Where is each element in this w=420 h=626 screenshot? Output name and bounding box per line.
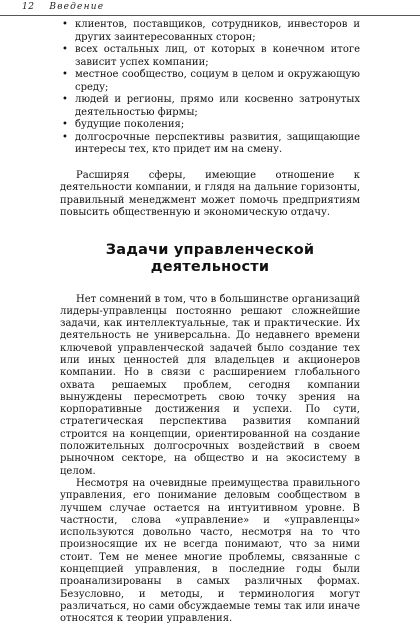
running-head — [22, 2, 402, 16]
list-item: • будущие поколения; — [60, 119, 360, 132]
list-item: • местное сообщество, социум в целом и окружающую среду; — [60, 69, 360, 94]
header-rule — [0, 15, 420, 16]
section-heading-line: деятельности — [150, 258, 270, 275]
list-item: • всех остальных лиц, от которых в конечном итоге зависит успех компании; — [60, 44, 360, 69]
paragraph: Нет сомнений в том, что в большинстве организаций лидеры-управленцы постоянно решают сложнейшие задачи, как интеллектуальные, так и практические. Их деятельность не универсальна. До недавнего времени ключевой управленческой задачей было создание тех или иных ценностей для владельцев и акционеров компании. Но в связи с расширением глобального охвата решаемых проблем, сегодня компании вынуждены пересмотреть свою точку зрения на корпоративные достижения и успехи. По сути, стратегическая перспектива развития компаний строится на концепции, ориентированной на создание положительных долгосрочных воздействий в своем рыночном секторе, на общество и на экосистему в целом. — [60, 293, 360, 477]
paragraph: Расширяя сферы, имеющие отношение к деятельности компании, и глядя на дальние горизонты, правильный менеджмент может помочь предприятиям повысить общественную и экономическую отдачу. — [60, 169, 360, 218]
section-heading-line: Задачи управленческой — [105, 241, 315, 258]
list-item: • людей и регионы, прямо или косвенно затронутых деятельностью фирмы; — [60, 94, 360, 119]
bullet-list — [60, 19, 360, 157]
paragraph: Несмотря на очевидные преимущества правильного управления, его понимание деловым сообществом в лучшем случае остается на интуитивном уровне. В частности, слова «управление» и «управленцы» используются довольно часто, несмотря на то что произносящие их не всегда понимают, что за ними стоит. Тем не менее многие проблемы, связанные с концепцией управления, в последние годы были проанализированы в самых различных формах. Безусловно, и методы, и терминология могут различаться, но сами обсуждаемые темы так или иначе относятся к теории управления. — [60, 477, 360, 625]
page-body — [60, 19, 360, 626]
page-number: 12 — [22, 2, 35, 12]
list-item: • долгосрочные перспективы развития, защищающие интересы тех, кто придет им на смену. — [60, 132, 360, 157]
list-item: • клиентов, поставщиков, сотрудников, инвесторов и других заинтересованных сторон; — [60, 19, 360, 44]
section-heading — [60, 242, 360, 276]
running-title: Введение — [49, 2, 105, 12]
